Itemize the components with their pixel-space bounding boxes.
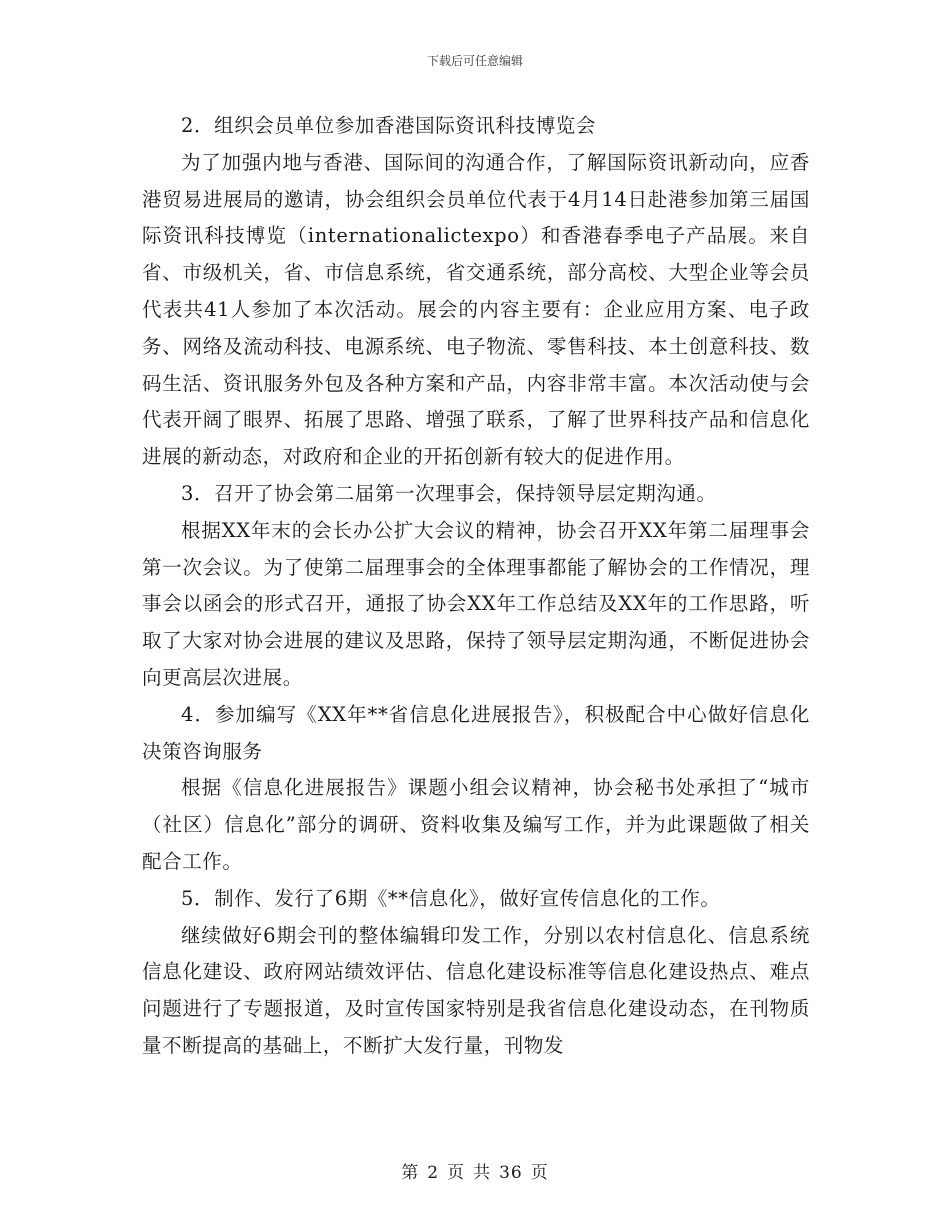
paragraph-expo: 为了加强内地与香港、国际间的沟通合作，了解国际资讯新动向，应香港贸易进展局的邀请，协会组织会员单位代表于4月14日赴港参加第三届国际资讯科技博览（internationalictexpo）和香港春季电子产品展。来自省、市级机关，省、市信息系统，省交通系统，部分高校、大型企业等会员代表共41人参加了本次活动。展会的内容主要有：企业应用方案、电子政务、网络及流动科技、电源系统、电子物流、零售科技、本土创意科技、数码生活、资讯服务外包及各种方案和产品，内容非常丰富。本次活动使与会代表开阔了眼界、拓展了思路、增强了联系，了解了世界科技产品和信息化进展的新动态，对政府和企业的开拓创新有较大的促进作用。	[142, 150, 810, 469]
section-heading-4: 4．参加编写《XX年**省信息化进展报告》，积极配合中心做好信息化决策咨询服务	[142, 702, 810, 763]
paragraph-report: 根据《信息化进展报告》课题小组会议精神，协会秘书处承担了“城市（社区）信息化”部分的调研、资料收集及编写工作，并为此课题做了相关配合工作。	[142, 776, 810, 873]
paragraph-journal: 继续做好6期会刊的整体编辑印发工作，分别以农村信息化、信息系统信息化建设、政府网站绩效评估、信息化建设标准等信息化建设热点、难点问题进行了专题报道，及时宣传国家特别是我省信息化建设动态，在刊物质量不断提高的基础上，不断扩大发行量，刊物发	[142, 923, 810, 1057]
page-footer	[0, 1158, 950, 1183]
section-heading-2: 2．组织会员单位参加香港国际资讯科技博览会	[181, 114, 597, 137]
footer-page-number: 2	[427, 1163, 440, 1183]
section-heading-3: 3．召开了协会第二届第一次理事会，保持领导层定期沟通。	[181, 481, 717, 505]
paragraph-council: 根据XX年末的会长办公扩大会议的精神，协会召开XX年第二届理事会第一次会议。为了使第二届理事会的全体理事都能了解协会的工作情况，理事会以函会的形式召开，通报了协会XX年工作总结及XX年的工作思路，听取了大家对协会进展的建议及思路，保持了领导层定期沟通，不断促进协会向更高层次进展。	[142, 518, 810, 689]
footer-total-word: 共	[473, 1163, 492, 1183]
footer-total-pages: 36	[499, 1163, 523, 1183]
document-body	[142, 108, 810, 1065]
page-header-note: 下载后可任意编辑	[426, 54, 523, 68]
footer-prefix: 第	[401, 1163, 420, 1183]
section-heading-5: 5．制作、发行了6期《**信息化》，做好宣传信息化的工作。	[181, 886, 721, 910]
footer-suffix: 页	[530, 1163, 549, 1183]
footer-page-word: 页	[447, 1163, 466, 1183]
